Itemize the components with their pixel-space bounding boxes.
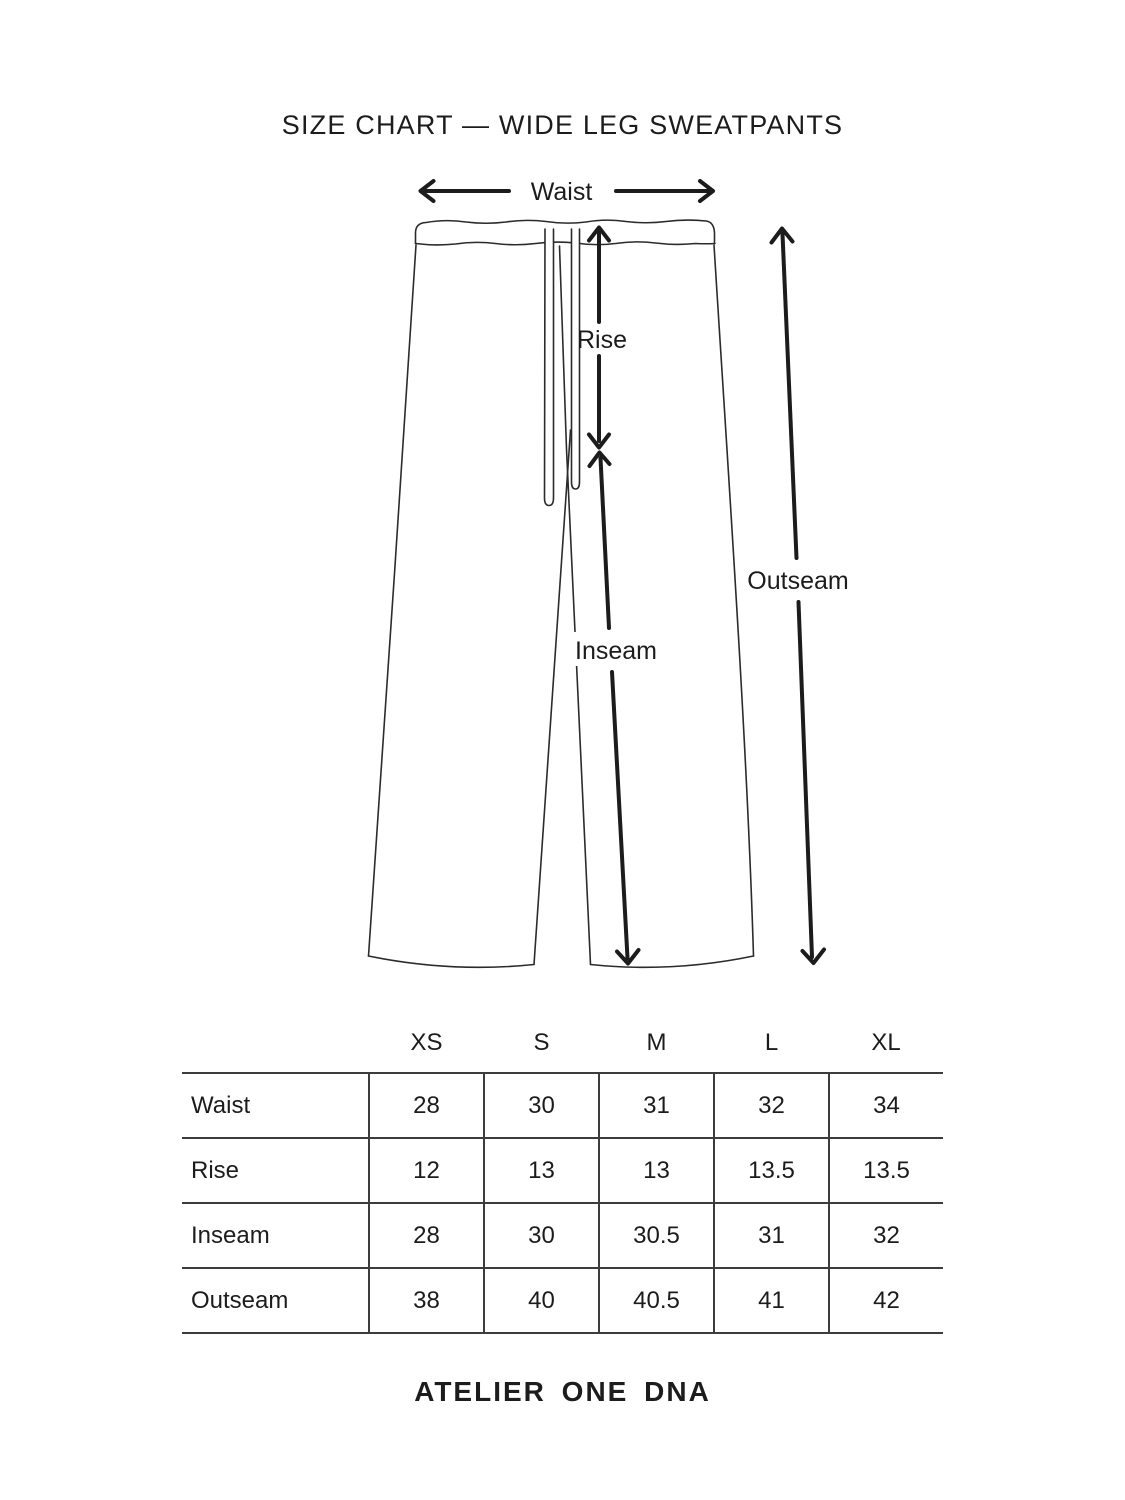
value-cell: 12: [369, 1138, 484, 1203]
size-header-l: L: [764, 1029, 779, 1056]
row-label: Rise: [182, 1138, 369, 1203]
value-cell: 42: [829, 1268, 943, 1333]
value-cell: 40: [484, 1268, 599, 1333]
value-cell: 32: [714, 1073, 829, 1138]
value-cell: 13.5: [714, 1138, 829, 1203]
value-cell: 13.5: [829, 1138, 943, 1203]
outseam-arrow: [772, 229, 825, 964]
pants-diagram: [350, 168, 870, 988]
rise-label: Rise: [576, 326, 628, 354]
value-cell: 31: [599, 1073, 714, 1138]
value-cell: 30: [484, 1203, 599, 1268]
table-row-inseam: [182, 1203, 943, 1268]
drawstring-left: [545, 229, 554, 506]
pants-outline: [369, 220, 754, 967]
outseam-label: Outseam: [747, 567, 849, 595]
drawstring-right: [572, 229, 580, 489]
row-label: Waist: [182, 1073, 369, 1138]
value-cell: 38: [369, 1268, 484, 1333]
waist-label: Waist: [530, 178, 593, 206]
size-table: [182, 1014, 943, 1334]
table-row-waist: [182, 1073, 943, 1138]
waistband: [416, 220, 715, 243]
value-cell: 13: [484, 1138, 599, 1203]
value-cell: 41: [714, 1268, 829, 1333]
row-label: Outseam: [182, 1268, 369, 1333]
corner-cell: [182, 1014, 369, 1073]
value-cell: 34: [829, 1073, 943, 1138]
value-cell: 40.5: [599, 1268, 714, 1333]
page-title: SIZE CHART — WIDE LEG SWEATPANTS: [281, 110, 844, 140]
size-header-s: S: [533, 1029, 550, 1056]
brand-logo: ATELIER ONE DNA: [414, 1376, 711, 1407]
size-header-m: M: [646, 1029, 667, 1056]
row-label: Inseam: [182, 1203, 369, 1268]
table-row-outseam: [182, 1268, 943, 1333]
inseam-label: Inseam: [575, 637, 657, 665]
inseam-arrow: [590, 453, 639, 964]
table-row-rise: [182, 1138, 943, 1203]
value-cell: 28: [369, 1203, 484, 1268]
value-cell: 28: [369, 1073, 484, 1138]
value-cell: 31: [714, 1203, 829, 1268]
size-header-xl: XL: [871, 1029, 901, 1056]
value-cell: 13: [599, 1138, 714, 1203]
value-cell: 30.5: [599, 1203, 714, 1268]
size-header-row: [182, 1014, 943, 1073]
value-cell: 32: [829, 1203, 943, 1268]
value-cell: 30: [484, 1073, 599, 1138]
size-header-xs: XS: [410, 1029, 443, 1056]
